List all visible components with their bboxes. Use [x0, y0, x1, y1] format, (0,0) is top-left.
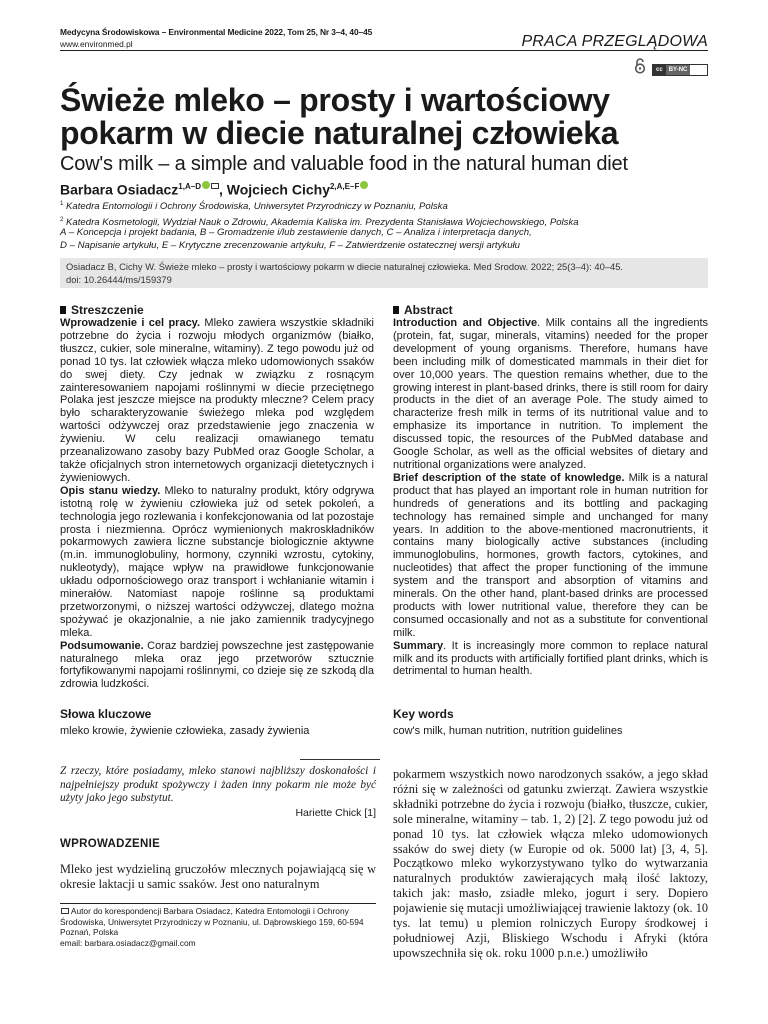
citation	[66, 261, 702, 286]
author-name: Wojciech Cichy	[226, 181, 330, 198]
section-heading: WPROWADZENIE	[60, 838, 161, 850]
intro-left-text: Mleko jest wydzieliną gruczołów mlecznych pojawiającą się w okresie laktacji u samic ssaków. Jest ono naturalnym	[60, 862, 376, 891]
section-divider	[300, 759, 380, 760]
affiliation-number: 2	[60, 217, 64, 223]
orcid-icon[interactable]	[360, 181, 368, 189]
heading-text: Streszczenie	[71, 303, 144, 317]
header-rule	[60, 50, 708, 51]
citation-doi[interactable]: doi: 10.26444/ms/159379	[66, 273, 172, 285]
contributions-line-2: D – Napisanie artykułu, E – Krytyczne zrecenzowanie artykułu, F – Zatwierdzenie ostatecznej wersji artykułu	[60, 240, 520, 251]
affiliation-text: Katedra Kosmetologii, Wydział Nauk o Zdrowiu, Akademia Kaliska im. Prezydenta Stanisława Wojciechowskiego, Polska	[63, 217, 579, 229]
para-label: Opis stanu wiedzy.	[60, 484, 161, 497]
footnote-line	[60, 906, 380, 917]
abstract-heading	[393, 303, 708, 317]
abstract-section	[393, 303, 708, 678]
keywords-heading-pl: Słowa kluczowe	[60, 707, 152, 721]
affiliation-text: Katedra Entomologii i Ochrony Środowiska, Uniwersytet Przyrodniczy w Poznaniu, Polska	[63, 201, 448, 213]
correspondence-footnote	[60, 906, 380, 948]
footnote-rule	[60, 903, 376, 904]
streszczenie-section	[60, 303, 374, 691]
streszczenie-body	[60, 317, 374, 691]
para-text: . It is increasingly more common to replace natural milk and its products with artificially fortified plant drinks, which is detrimental to human health.	[393, 639, 708, 678]
license-badge[interactable]	[652, 64, 708, 76]
footnote-email[interactable]: email: barbara.osiadacz@gmail.com	[60, 937, 196, 948]
author-name: Barbara Osiadacz	[60, 181, 179, 198]
open-access-icon	[634, 57, 646, 74]
para-label: Podsumowanie.	[60, 639, 144, 652]
section-square-icon	[60, 306, 66, 314]
citation-text: Osiadacz B, Cichy W. Świeże mleko – prosty i wartościowy pokarm w diecie naturalnej człowieka. Med Srodow. 2022; 25(3–4): 40–45.	[66, 261, 624, 272]
para-label: Brief description of the state of knowledge.	[393, 471, 625, 484]
orcid-icon[interactable]	[202, 181, 210, 189]
para-text: Milk is a natural product that has played an important role in human nutrition for hundreds of generations and its bottling and packaging technology has remained simple and unchanged for many years. In addition to the above-mentioned macronutrients, it contains many biologically active substances (including immunoglobulins, hormones, growth factors, cytokines, and nucleotides) that affect the proper functioning of the immune system and the transport and absorption of vitamins and minerals. On the other hand, plant-based drinks are processed products with lower nutritional value, therefore they can be consumed occasionally and not as a substitute for conventional milk.	[393, 471, 708, 639]
para-text: Mleko zawiera wszystkie składniki potrzebne do życia i rozwoju młodych organizmów (białko, tłuszcz, cukier, sole mineralne, witaminy). Z tego powodu już od ponad 10 tys. lat człowiek włącza mleko udomowionych ssaków do swej diety. Czy jednak w związku z rosnącym zainteresowaniem napojami roślinnymi w diecie przeciętnego Polaka jest jeszcze miejsce na produkty mleczne? Celem pracy było scharakteryzowanie świeżego mleka pod względem wartości odżywczej oraz przedstawienie jego znaczenia w żywieniu. W celu realizacji omawianego tematu przeanalizowano zasoby bazy PubMed oraz Google Scholar, a także oficjalnych stron internetowych organizacji dietetycznych i żywieniowych.	[60, 317, 374, 484]
author-sup: 1,A–D	[178, 182, 201, 191]
para-text: . Milk contains all the ingredients (protein, fat, sugar, minerals, vitamins) needed for the proper development of young organisms. Therefore, humans have been including milk of domesticated mammals in their diet for over 10,000 years. The question remains whether, due to the growing interest in plant-based drinks, there is still room for dairy products in the diet of an average Pole. The study aimed to characterize fresh milk in terms of its nutritional value and to emphasize its importance in nutrition. To implement the discussed topic, the resources of the PubMed database and Google Scholar, as well as the official websites of dietary and nutritional organizations were analyzed.	[393, 317, 709, 471]
affiliation-number: 1	[60, 201, 64, 207]
para-label: Introduction and Objective	[393, 317, 538, 329]
author-list	[60, 181, 368, 198]
epigraph-quote: Z rzeczy, które posiadamy, mleko stanowi najbliższy doskonałości i najpełniejszy produkt spożywczy i żaden inny pokarm nie może być użyty jako jego substytut.	[60, 765, 376, 804]
license-label: BY-NC	[666, 65, 691, 75]
section-square-icon	[393, 306, 399, 314]
para-text: Mleko to naturalny produkt, który odgrywa istotną rolę w żywieniu człowieka już od setek pokoleń, a technologia jego rozlewania i konfekcjonowania od lat pozostaje prosta i niezmienna. Oprócz wymienionych makroskładników pokarmowych zawiera liczne substancje biologicznie aktywne (m.in. immunoglobuliny, hormony, czynniki wzrostu, cytokiny, nukleotydy), mające wpływ na prawidłowe funkcjonowanie układu odpornościowego oraz transport i wchłanianie witamin i minerałów. Natomiast napoje roślinne są produktami przetworzonymi, o niższej wartości odżywczej, dlatego można spożywać je okazjonalnie, a nie jako zamiennik tradycyjnego mleka.	[60, 484, 374, 639]
abstract-body	[393, 317, 708, 678]
mail-icon	[61, 908, 69, 914]
footnote-text: Autor do korespondencji Barbara Osiadacz, Katedra Entomologii i Ochrony	[69, 906, 349, 916]
heading-text: Abstract	[404, 303, 453, 317]
author-separator: ,	[218, 181, 227, 198]
para-label: Summary	[393, 639, 444, 652]
epigraph-author: Hariette Chick [1]	[295, 807, 376, 819]
article-type: PRACA PRZEGLĄDOWA	[521, 33, 708, 50]
footnote-line: Poznań, Polska	[60, 927, 119, 938]
affiliation-1	[60, 198, 448, 213]
keywords-en: cow's milk, human nutrition, nutrition guidelines	[393, 725, 623, 737]
cc-icon: cc	[653, 65, 666, 75]
intro-right-text: pokarmem wszystkich nowo narodzonych ssaków, a jego skład różni się w zależności od gatunku zwierząt. Zawiera wszystkie składniki potrzebne do życia i rozwoju (białko, tłuszcze, cukier, sole mineralne, witaminy – tab. 1, 2) [2]. Z tego powodu już od ponad 10 tys. lat człowiek włącza mleko udomowionych ssaków do swej diety (w Europie od ok. 5000 lat) [3, 4, 5]. Początkowo mleko wykorzystywano tylko do wytwarzania naturalnych produktów zawierających małą ilość laktozy, takich jak: masło, zsiadłe mleko, jogurt i sery. Dopiero pojawienie się mutacji umożliwiającej trawienie laktozy (ok. 10 tys. lat temu) u plemion rolniczych Europy środkowej i południowej Azji, Bliskiego Wschodu i Afryki (która upowszechniła się ok. roku 1000 p.n.e.) umożliwiło	[393, 767, 708, 960]
para-label: Wprowadzenie i cel pracy.	[60, 317, 201, 329]
author-sup: 2,A,E–F	[329, 182, 360, 191]
mail-icon[interactable]	[211, 183, 219, 189]
keywords-heading-en: Key words	[393, 707, 454, 721]
article-subtitle: Cow's milk – a simple and valuable food in the natural human diet	[60, 153, 628, 175]
journal-header: Medycyna Środowiskowa – Environmental Medicine 2022, Tom 25, Nr 3–4, 40–45	[60, 27, 373, 37]
keywords-pl: mleko krowie, żywienie człowieka, zasady żywienia	[60, 725, 310, 737]
para-text: Coraz bardziej powszechne jest zastępowanie naturalnego mleka oraz jego przetworów sztucznie fortyfikowanymi napojami roślinnymi, co dzieje się ze szkodą dla zdrowia ludzkości.	[60, 639, 374, 691]
contributions-line-1: A – Koncepcja i projekt badania, B – Gromadzenie i/lub zestawienie danych, C – Analiza i interpretacja danych,	[60, 227, 532, 238]
article-title: Świeże mleko – prosty i wartościowy pokarm w diecie naturalnej człowieka	[60, 82, 619, 151]
footnote-line: Środowiska, Uniwersytet Przyrodniczy w Poznaniu, ul. Dąbrowskiego 159, 60-594	[60, 916, 364, 927]
journal-website[interactable]: www.environmed.pl	[60, 39, 133, 49]
streszczenie-heading	[60, 303, 374, 317]
